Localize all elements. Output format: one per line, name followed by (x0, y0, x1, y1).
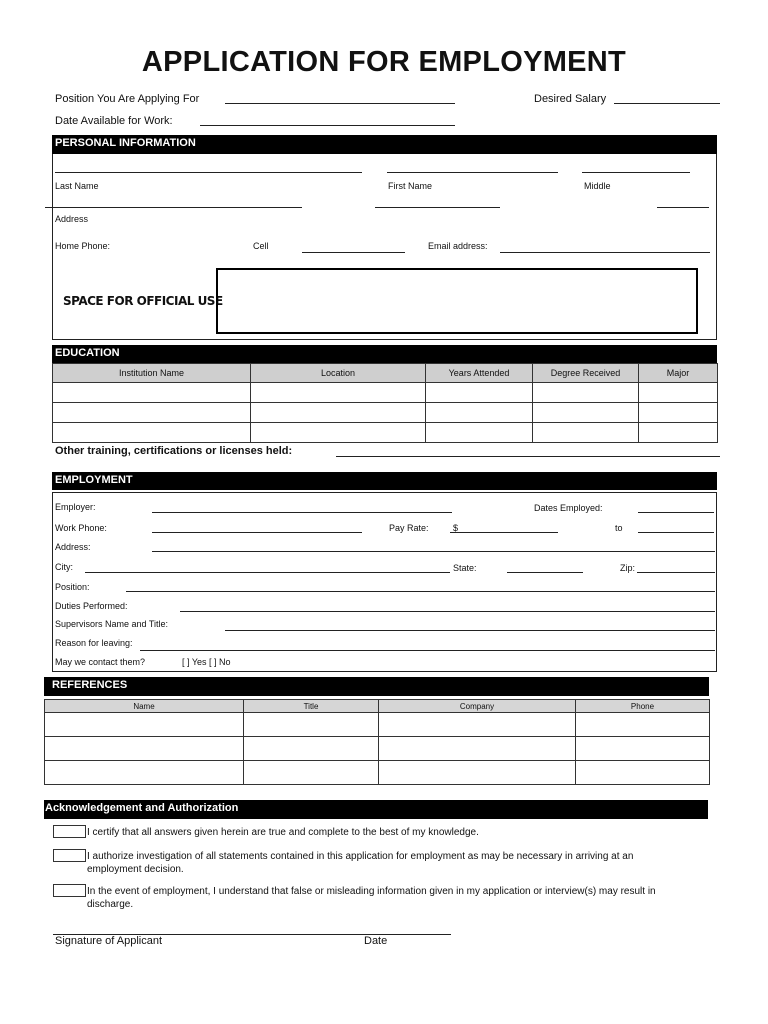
date-available-field[interactable] (200, 125, 455, 126)
reason-field[interactable] (140, 650, 715, 651)
dates-employed-field[interactable] (638, 512, 714, 513)
salary-label: Desired Salary (534, 93, 607, 105)
employer-address-field[interactable] (152, 551, 715, 552)
table-cell[interactable] (576, 761, 710, 785)
table-cell[interactable] (576, 737, 710, 761)
position-label: Position You Are Applying For (55, 93, 200, 105)
table-header-row (53, 364, 718, 383)
table-cell[interactable] (576, 713, 710, 737)
zip-field[interactable] (637, 572, 715, 573)
table-cell[interactable] (426, 383, 533, 403)
table-cell[interactable] (639, 423, 718, 443)
last-name-label: Last Name (55, 181, 99, 191)
acknowledgement-header: Acknowledgement and Authorization (44, 800, 708, 819)
reason-label: Reason for leaving: (55, 638, 133, 648)
zip-label: Zip: (620, 563, 636, 573)
column-header: Location (251, 364, 426, 383)
other-training-label: Other training, certifications or licenses held: (55, 445, 293, 457)
column-header: Major (639, 364, 718, 383)
discharge-checkbox[interactable] (53, 884, 86, 897)
cell-label: Cell (253, 241, 269, 251)
personal-info-header: PERSONAL INFORMATION (52, 135, 717, 154)
table-cell[interactable] (244, 761, 379, 785)
contact-label: May we contact them? (55, 657, 146, 667)
employer-label: Employer: (55, 502, 96, 512)
address-field-3[interactable] (657, 207, 709, 208)
references-table (44, 699, 710, 785)
signature-label: Signature of Applicant (55, 935, 163, 947)
supervisor-field[interactable] (225, 630, 715, 631)
table-cell[interactable] (53, 423, 251, 443)
page-title: APPLICATION FOR EMPLOYMENT (141, 46, 627, 78)
dollar-sign: $ (453, 523, 459, 533)
table-cell[interactable] (639, 403, 718, 423)
state-label: State: (453, 563, 477, 573)
position-field[interactable] (225, 103, 455, 104)
email-label: Email address: (428, 241, 488, 251)
table-cell[interactable] (533, 403, 639, 423)
middle-name-label: Middle (584, 181, 611, 191)
table-cell[interactable] (533, 383, 639, 403)
pay-rate-label: Pay Rate: (389, 523, 429, 533)
pay-rate-field[interactable] (450, 532, 558, 533)
position-held-label: Position: (55, 582, 90, 592)
column-header: Phone (576, 700, 710, 713)
table-cell[interactable] (379, 761, 576, 785)
column-header: Years Attended (426, 364, 533, 383)
discharge-text: In the event of employment, I understand that false or misleading information given in my application or interview(s) may result in discharge. (87, 886, 656, 910)
column-header: Institution Name (53, 364, 251, 383)
address-field[interactable] (45, 207, 302, 208)
city-field[interactable] (85, 572, 450, 573)
duties-field[interactable] (180, 611, 715, 612)
salary-field[interactable] (614, 103, 720, 104)
table-cell[interactable] (45, 713, 244, 737)
dates-employed-label: Dates Employed: (534, 503, 603, 513)
table-header-row (45, 700, 710, 713)
education-table (52, 363, 718, 443)
table-row (53, 403, 718, 423)
to-label: to (615, 523, 623, 533)
contact-options[interactable]: [ ] Yes [ ] No (182, 657, 231, 667)
table-row (45, 737, 710, 761)
official-use-box (216, 268, 698, 334)
address-field-2[interactable] (375, 207, 500, 208)
column-header: Company (379, 700, 576, 713)
table-cell[interactable] (244, 713, 379, 737)
column-header: Name (45, 700, 244, 713)
table-row (53, 423, 718, 443)
last-name-field[interactable] (55, 172, 362, 173)
table-cell[interactable] (426, 403, 533, 423)
authorize-checkbox[interactable] (53, 849, 86, 862)
table-cell[interactable] (379, 737, 576, 761)
work-phone-label: Work Phone: (55, 523, 107, 533)
home-phone-label: Home Phone: (55, 241, 111, 251)
table-cell[interactable] (426, 423, 533, 443)
employment-section (52, 492, 717, 672)
supervisor-label: Supervisors Name and Title: (55, 619, 169, 629)
city-label: City: (55, 562, 73, 572)
table-cell[interactable] (45, 737, 244, 761)
education-header: EDUCATION (52, 345, 717, 363)
state-field[interactable] (507, 572, 583, 573)
column-header: Degree Received (533, 364, 639, 383)
table-cell[interactable] (251, 403, 426, 423)
position-held-field[interactable] (126, 591, 715, 592)
table-cell[interactable] (533, 423, 639, 443)
date-label: Date (364, 935, 388, 947)
certify-text: I certify that all answers given herein are true and complete to the best of my knowledge. (87, 827, 479, 838)
table-cell[interactable] (53, 383, 251, 403)
cell-phone-field[interactable] (302, 252, 405, 253)
table-cell[interactable] (251, 423, 426, 443)
employer-address-label: Address: (55, 542, 91, 552)
other-training-field[interactable] (336, 456, 720, 457)
employer-field[interactable] (152, 512, 452, 513)
address-label: Address (55, 214, 89, 224)
table-cell[interactable] (244, 737, 379, 761)
table-cell[interactable] (379, 713, 576, 737)
first-name-field[interactable] (387, 172, 558, 173)
date-available-label: Date Available for Work: (55, 115, 173, 127)
table-row (45, 761, 710, 785)
email-field[interactable] (500, 252, 710, 253)
table-cell[interactable] (53, 403, 251, 423)
authorize-text: I authorize investigation of all statements contained in this application for employment as may be necessary in arriving at an employment decision. (87, 851, 634, 875)
duties-label: Duties Performed: (55, 601, 128, 611)
table-row (53, 383, 718, 403)
table-cell[interactable] (639, 383, 718, 403)
references-header: REFERENCES (44, 677, 709, 696)
certify-checkbox[interactable] (53, 825, 86, 838)
table-cell[interactable] (45, 761, 244, 785)
employment-header: EMPLOYMENT (52, 472, 717, 490)
first-name-label: First Name (388, 181, 433, 191)
official-use-label: SPACE FOR OFFICIAL USE (63, 294, 223, 308)
dates-employed-to-field[interactable] (638, 532, 714, 533)
column-header: Title (244, 700, 379, 713)
work-phone-field[interactable] (152, 532, 362, 533)
table-row (45, 713, 710, 737)
middle-name-field[interactable] (582, 172, 690, 173)
table-cell[interactable] (251, 383, 426, 403)
